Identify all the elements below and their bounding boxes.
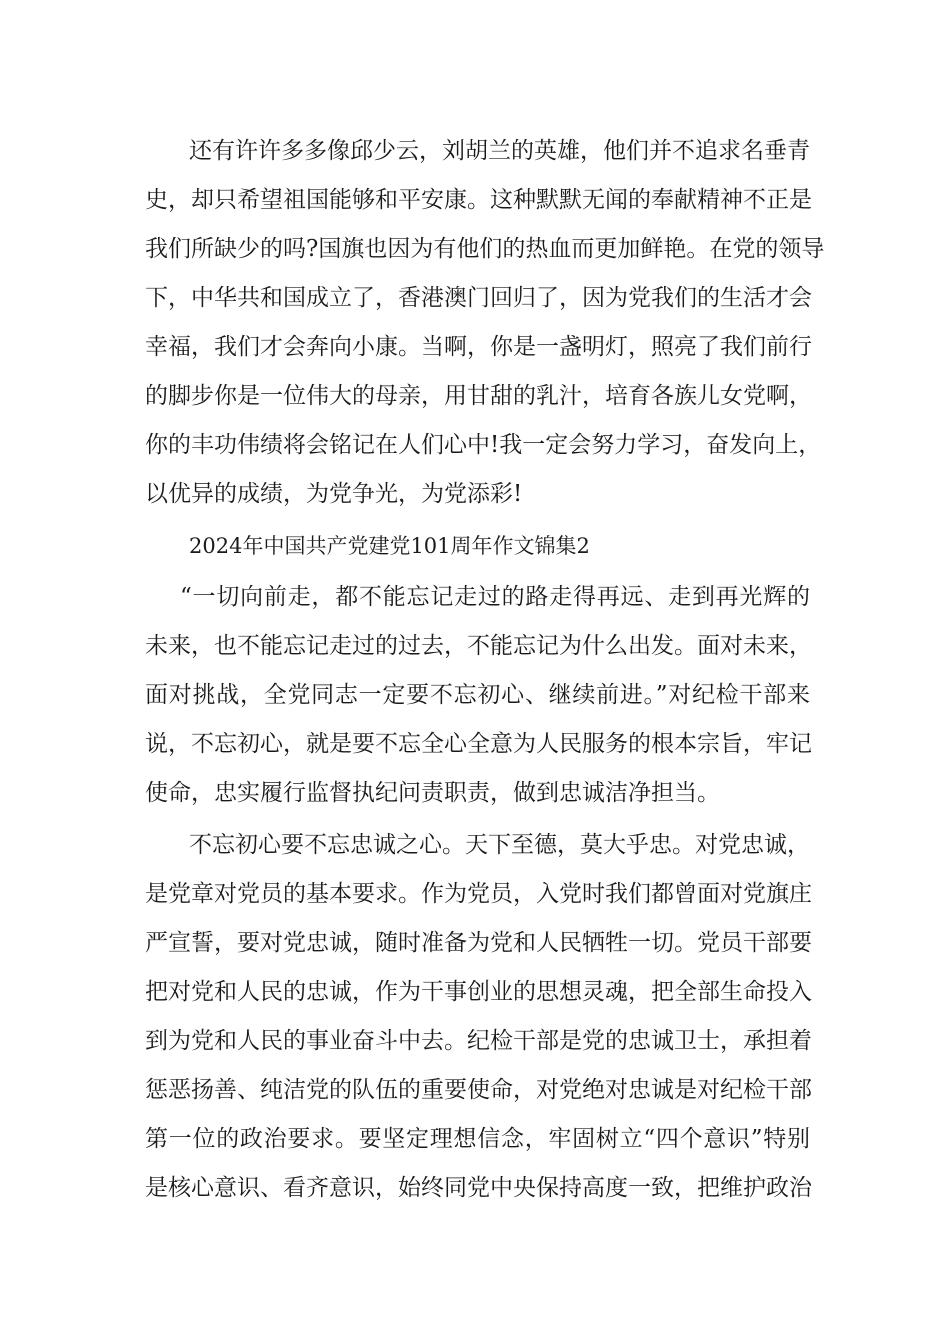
paragraph-3-line-3: 严宣誓，要对党忠诚，随时准备为党和人民牺牲一切。党员干部要 — [145, 930, 812, 956]
paragraph-2-line-1: “一切向前走，都不能忘记走过的路走得再远、走到再光辉的 — [180, 584, 810, 610]
paragraph-2-line-3: 面对挑战，全党同志一定要不忘初心、继续前进。”对纪检干部来 — [145, 682, 810, 708]
paragraph-3-line-8: 是核心意识、看齐意识，始终同党中央保持高度一致，把维护政治 — [145, 1175, 812, 1201]
paragraph-3-line-5: 到为党和人民的事业奋斗中去。纪检干部是党的忠诚卫士，承担着 — [145, 1028, 812, 1054]
section-heading: 2024年中国共产党建党101周年作文锦集2 — [189, 534, 590, 558]
paragraph-2-line-2: 未来，也不能忘记走过的过去，不能忘记为什么出发。面对未来， — [145, 633, 812, 659]
paragraph-1-line-5: 幸福，我们才会奔向小康。当啊，你是一盏明灯，照亮了我们前行 — [145, 334, 812, 360]
paragraph-3-line-7: 第一位的政治要求。要坚定理想信念，牢固树立“四个意识”特别 — [145, 1126, 810, 1152]
paragraph-1-line-6: 的脚步你是一位伟大的母亲，用甘甜的乳汁，培育各族儿女党啊， — [145, 383, 812, 409]
paragraph-3-line-2: 是党章对党员的基本要求。作为党员，入党时我们都曾面对党旗庄 — [145, 881, 812, 907]
paragraph-1-line-2: 史，却只希望祖国能够和平安康。这种默默无闻的奉献精神不正是 — [145, 187, 812, 213]
paragraph-1-line-1: 还有许许多多像邱少云，刘胡兰的英雄，他们并不追求名垂青 — [189, 138, 810, 164]
paragraph-1-line-4: 下，中华共和国成立了，香港澳门回归了，因为党我们的生活才会 — [145, 285, 812, 311]
paragraph-2-line-5: 使命，忠实履行监督执纪问责职责，做到忠诚洁净担当。 — [145, 780, 720, 806]
paragraph-1-line-3: 我们所缺少的吗?国旗也因为有他们的热血而更加鲜艳。在党的领导 — [145, 236, 825, 262]
paragraph-2-line-4: 说，不忘初心，就是要不忘全心全意为人民服务的根本宗旨，牢记 — [145, 731, 812, 757]
paragraph-1-line-7: 你的丰功伟绩将会铭记在人们心中!我一定会努力学习，奋发向上， — [145, 432, 822, 458]
paragraph-1-line-8: 以优异的成绩，为党争光，为党添彩! — [145, 481, 523, 507]
paragraph-3-line-4: 把对党和人民的忠诚，作为干事创业的思想灵魂，把全部生命投入 — [145, 979, 812, 1005]
paragraph-3-line-1: 不忘初心要不忘忠诚之心。天下至德，莫大乎忠。对党忠诚， — [189, 832, 810, 858]
paragraph-3-line-6: 惩恶扬善、纯洁党的队伍的重要使命，对党绝对忠诚是对纪检干部 — [145, 1077, 812, 1103]
